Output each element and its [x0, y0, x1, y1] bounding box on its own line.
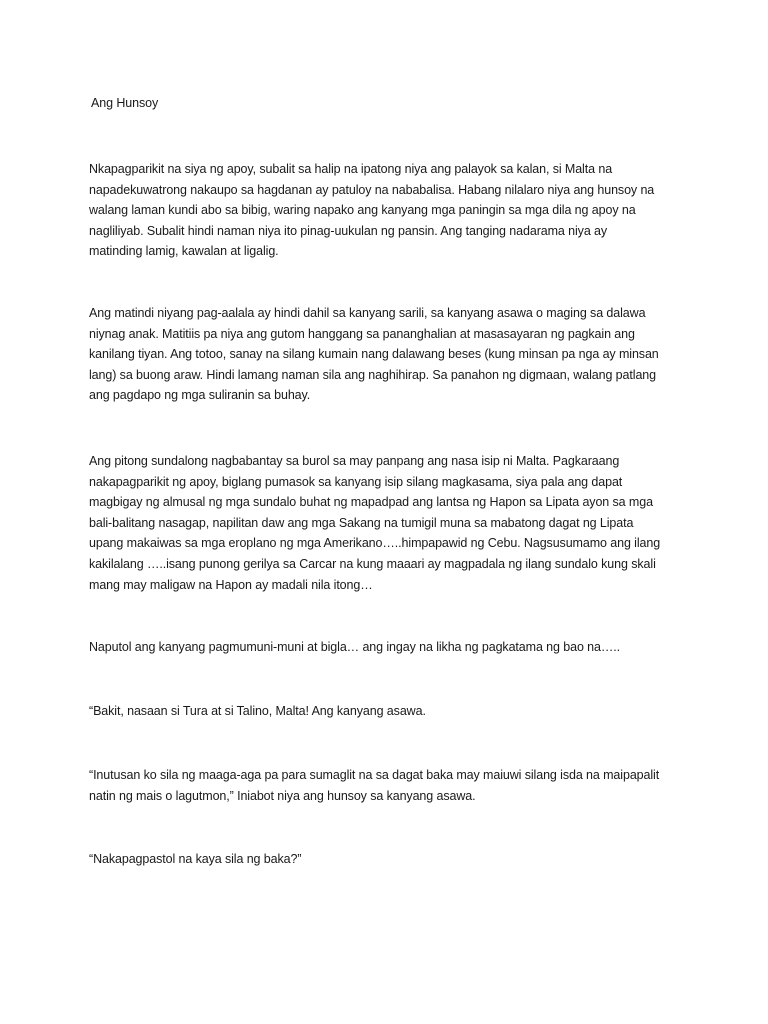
paragraph-3: Ang pitong sundalong nagbabantay sa burol sa may panpang ang nasa isip ni Malta. Pagkaraang nakapagparikit ng apoy, biglang pumasok sa kanyang isip silang magkasama, siya pala ang dapat magbigay ng almusal ng mga sundalo buhat ng mapadpad ang lantsa ng Hapon sa Lipata ayon sa mga bali-balitang nasagap, napilitan daw ang mga Sakang na tumigil muna sa mabatong dagat ng Lipata upang makaiwas sa mga eroplano ng mga Amerikano…..himpapawid ng Cebu. Nagsusumamo ang ilang kakilalang …..isang punong gerilya sa Carcar na kung maaari ay magpadala ng ilang sundalo kung skali mang may maligaw na Hapon ay madali nila itong… — [89, 454, 661, 592]
paragraph-4: Naputol ang kanyang pagmumuni-muni at bigla… ang ingay na likha ng pagkatama ng bao na….. — [89, 640, 621, 654]
paragraph-1: Nkapagparikit na siya ng apoy, subalit sa halip na ipatong niya ang palayok sa kalan, si Malta na napadekuwatrong nakaupo sa hagdanan ay patuloy na nababalisa. Habang nilalaro niya ang hunsoy na walang laman kundi abo sa bibig, waring napako ang kanyang mga paningin sa mga dila ng apoy na nagliliyab. Subalit hindi naman niya ito pinag-uukulan ng pansin. Ang tanging nadarama niya ay matinding lamig, kawalan at ligalig. — [89, 162, 655, 259]
paragraph-5: “Bakit, nasaan si Tura at si Talino, Malta! Ang kanyang asawa. — [89, 704, 426, 718]
paragraph-6: “Inutusan ko sila ng maaga-aga pa para sumaglit na sa dagat baka may maiuwi silang isda na maipapalit natin ng mais o lagutmon,” Iniabot niya ang hunsoy sa kanyang asawa. — [89, 768, 660, 803]
paragraph-7: “Nakapagpastol na kaya sila ng baka?” — [89, 852, 302, 866]
paragraph-2: Ang matindi niyang pag-aalala ay hindi dahil sa kanyang sarili, sa kanyang asawa o maging sa dalawa niynag anak. Matitiis pa niya ang gutom hanggang sa pananghalian at masasayaran ng pagkain ang kanilang tiyan. Ang totoo, sanay na silang kumain nang dalawang beses (kung minsan pa nga ay minsan lang) sa buong araw. Hindi lamang naman sila ang naghihirap. Sa panahon ng digmaan, walang patlang ang pagdapo ng mga suliranin sa buhay. — [89, 306, 659, 403]
document-title: Ang Hunsoy — [91, 96, 159, 110]
